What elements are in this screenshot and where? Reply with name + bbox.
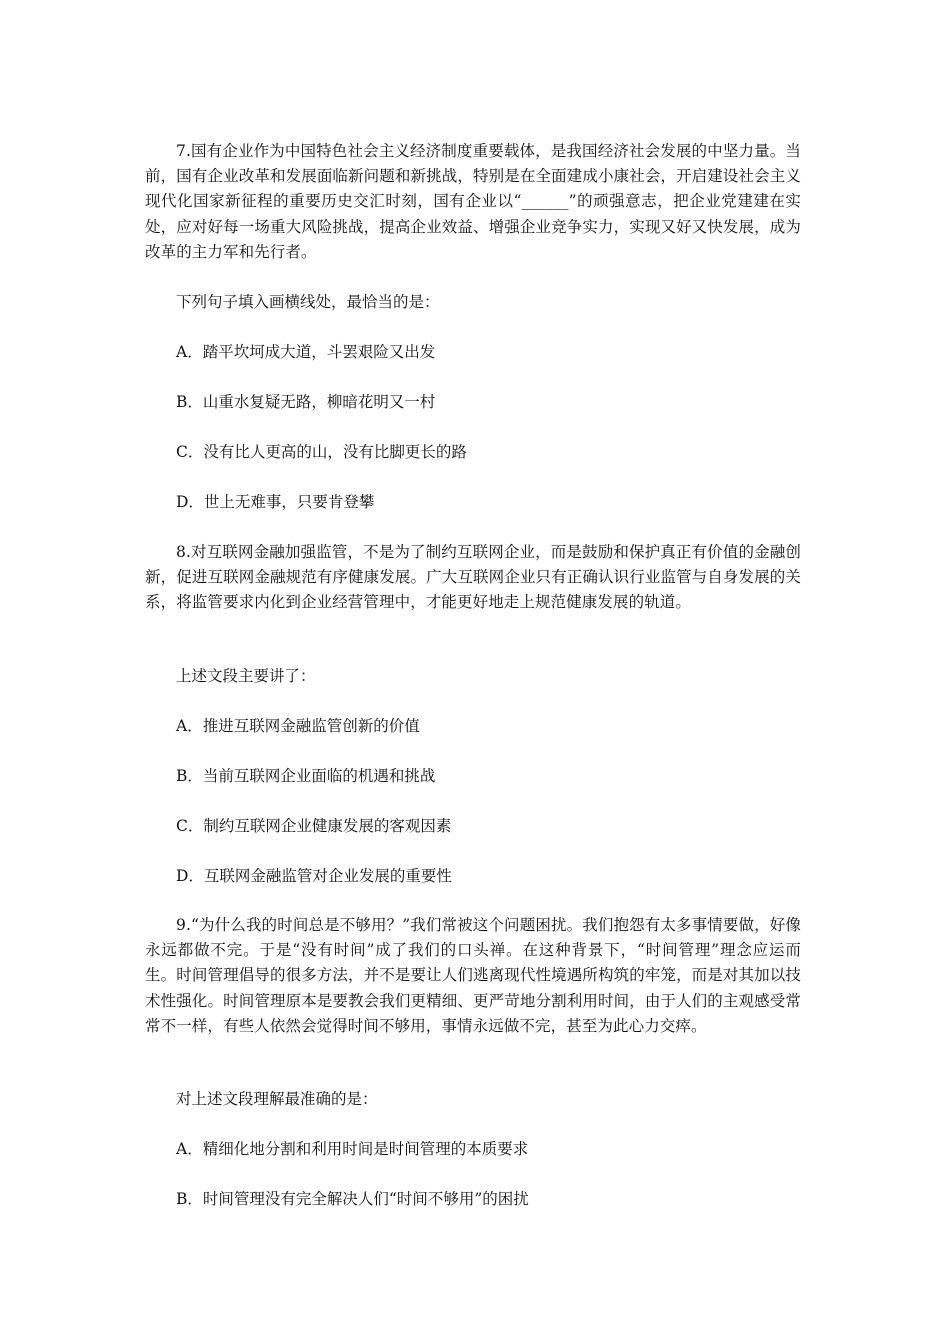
question-7-prompt: 下列句子填入画横线处，最恰当的是：	[176, 293, 440, 311]
question-7-option-c: C．没有比人更高的山，没有比脚更长的路	[176, 443, 467, 461]
question-8-prompt: 上述文段主要讲了：	[176, 667, 316, 685]
question-7-stem-block	[145, 139, 801, 265]
question-9-option-b: B．时间管理没有完全解决人们“时间不够用”的困扰	[176, 1190, 529, 1208]
question-8-option-c: C．制约互联网企业健康发展的客观因素	[176, 817, 452, 835]
question-7-option-a: A．踏平坎坷成大道，斗罢艰险又出发	[176, 343, 436, 361]
question-9-stem-block	[145, 913, 801, 1039]
question-8-option-d: D．互联网金融监管对企业发展的重要性	[176, 867, 452, 885]
question-8-stem: 8.对互联网金融加强监管，不是为了制约互联网企业，而是鼓励和保护真正有价值的金融创新，促进互联网金融规范有序健康发展。广大互联网企业只有正确认识行业监管与自身发展的关系，将监管要求内化到企业经营管理中，才能更好地走上规范健康发展的轨道。	[145, 543, 801, 612]
question-9-prompt: 对上述文段理解最准确的是：	[176, 1090, 378, 1108]
question-8-stem-block	[145, 540, 801, 616]
question-7-stem: 7.国有企业作为中国特色社会主义经济制度重要载体，是我国经济社会发展的中坚力量。当前，国有企业改革和发展面临新问题和新挑战，特别是在全面建成小康社会，开启建设社会主义现代化国家新征程的重要历史交汇时刻，国有企业以“______”的顽强意志，把企业党建建在实处，应对好每一场重大风险挑战，提高企业效益、增强企业竞争实力，实现又好又快发展，成为改革的主力军和先行者。	[145, 142, 801, 261]
question-7-option-b: B．山重水复疑无路，柳暗花明又一村	[176, 393, 436, 411]
question-9-option-a: A．精细化地分割和利用时间是时间管理的本质要求	[176, 1140, 529, 1158]
question-7-option-d: D．世上无难事，只要肯登攀	[176, 493, 375, 511]
question-9-stem: 9.“为什么我的时间总是不够用？”我们常被这个问题困扰。我们抱怨有太多事情要做，好像永远都做不完。于是“没有时间”成了我们的口头禅。在这种背景下，“时间管理”理念应运而生。时间管理倡导的很多方法，并不是要让人们逃离现代性境遇所构筑的牢笼，而是对其加以技术性强化。时间管理原本是要教会我们更精细、更严苛地分割利用时间，由于人们的主观感受常常不一样，有些人依然会觉得时间不够用，事情永远做不完，甚至为此心力交瘁。	[145, 916, 801, 1035]
question-8-option-b: B．当前互联网企业面临的机遇和挑战	[176, 767, 436, 785]
question-8-option-a: A．推进互联网金融监管创新的价值	[176, 717, 420, 735]
